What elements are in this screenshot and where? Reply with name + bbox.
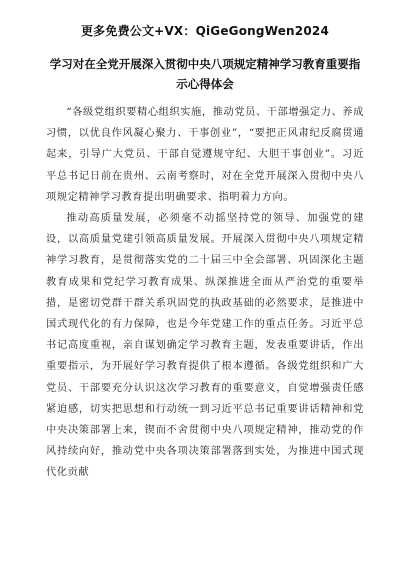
paragraph-1: “各级党组织要精心组织实施，推动党员、干部增强定力、养成习惯，以优良作风凝心聚力、干事创业”，“要把正风肃纪反腐贯通起来，引导广大党员、干部自觉遵规守纪、大胆干事创业”。习近平总书记日前在贵州、云南考察时，对在全党开展深入贯彻中央八项规定精神学习教育提出明确要求、指明着力方向。: [46, 107, 364, 203]
paragraph-2: 推动高质量发展，必须毫不动摇坚持党的领导、加强党的建设，以高质量党建引领高质量发展。开展深入贯彻中央八项规定精神学习教育，是贯彻落实党的二十届三中全会部署、巩固深化主题教育成果和党纪学习教育成果、纵深推进全面从严治党的重要举措，是密切党群干群关系巩固党的执政基础的必然要求，是推进中国式现代化的有力保障，也是今年党建工作的重点任务。习近平总书记高度重视，亲自谋划确定学习教育主题，发表重要讲话，作出重要指示，为开展好学习教育提供了根本遵循。各级党组织和广大党员、干部要充分认识这次学习教育的重要意义，自觉增强责任感紧迫感，切实把思想和行动统一到习近平总书记重要讲话精神和党中央决策部署上来，锲而不舍贯彻中央八项规定精神，推动党的作风持续向好，推动党中央各项决策部署落到实处，为推进中国式现代化贡献: [46, 213, 364, 479]
document-body: [46, 102, 364, 484]
document-title: 学习对在全党开展深入贯彻中央八项规定精神学习教育重要指示心得体会: [49, 57, 361, 91]
header-banner: 更多免费公文+VX：QiGeGongWen2024: [80, 24, 329, 38]
